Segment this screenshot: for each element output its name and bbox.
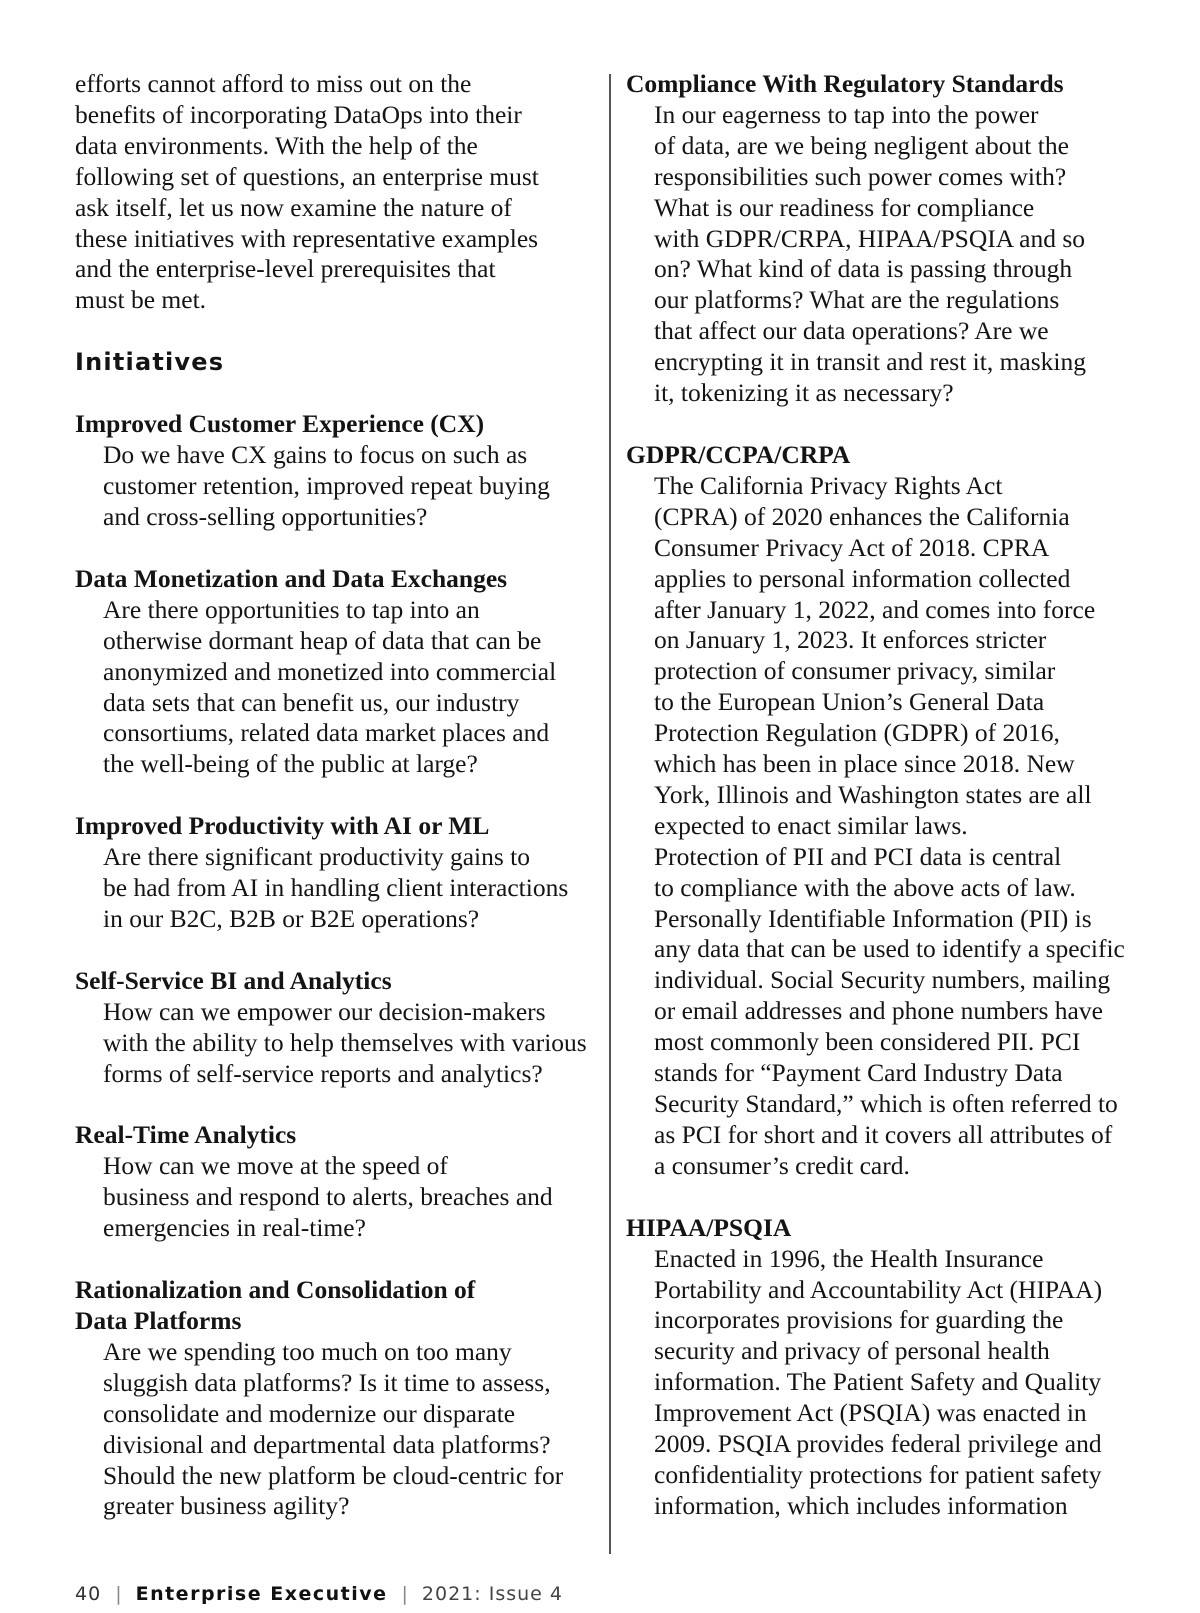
initiative-heading: Self-Service BI and Analytics xyxy=(75,965,392,995)
text-line: these initiatives with representative examples xyxy=(75,223,539,253)
initiative-body: Are we spending too much on too many sluggish data platforms? Is it time to assess, consolidate and modernize our disparate divisional and departmental data platforms? Should the new platform be cloud-centric for greater business agility? xyxy=(103,1336,564,1521)
subsection-body: Protection of PII and PCI data is central to compliance with the above acts of law. Personally Identifiable Information (PII) is any data that can be used to identify a specific individual. Social Security numbers, mailing or email addresses and phone numbers have most commonly been considered PII. PCI stands for “Payment Card Industry Data Security Standard,” which is often referred to as PCI for short and it covers all attributes of a consumer’s credit card. xyxy=(654,841,1125,1180)
footer-separator: | xyxy=(401,1583,408,1605)
page-footer xyxy=(75,1583,563,1605)
subsection-heading: HIPAA/PSQIA xyxy=(626,1212,792,1242)
initiative-heading: Rationalization and Consolidation of Data Platforms xyxy=(75,1275,476,1335)
compliance-section xyxy=(626,69,1146,409)
subsection-body: The California Privacy Rights Act (CPRA) of 2020 enhances the California Consumer Privacy Act of 2018. CPRA applies to personal information collected after January 1, 2022, and comes into force on January 1, 2023. It enforces stricter protection of consumer privacy, similar to the European Union’s General Data Protection Regulation (GDPR) of 2016, which has been in place since 2018. New York, Illinois and Washington states are all expected to enact similar laws. xyxy=(654,470,1096,840)
right-column xyxy=(626,69,1146,1522)
initiative-heading: Real-Time Analytics xyxy=(75,1120,297,1150)
left-column xyxy=(75,69,595,1522)
gdpr-section xyxy=(626,440,1146,1182)
initiative-body: Are there opportunities to tap into an otherwise dormant heap of data that can be anonymized and monetized into commercial data sets that can benefit us, our industry consortiums, related data market places and the well-being of the public at large? xyxy=(103,594,557,779)
text-line: benefits of incorporating DataOps into their xyxy=(75,99,522,129)
subsection-body: Enacted in 1996, the Health Insurance Portability and Accountability Act (HIPAA) incorporates provisions for guarding the security and privacy of personal health information. The Patient Safety and Quality Improvement Act (PSQIA) was enacted in 2009. PSQIA provides federal privilege and confidentiality protections for patient safety information, which includes information xyxy=(654,1243,1103,1520)
initiative-heading: Improved Customer Experience (CX) xyxy=(75,409,485,439)
issue-label: 2021: Issue 4 xyxy=(421,1583,563,1605)
initiative-heading: Improved Productivity with AI or ML xyxy=(75,811,490,841)
column-divider xyxy=(609,74,611,1554)
initiative-self-service-bi xyxy=(75,966,595,1090)
text-line: must be met. xyxy=(75,285,207,315)
footer-separator: | xyxy=(115,1583,122,1605)
initiative-body: How can we move at the speed of business and respond to alerts, breaches and emergencies in real-time? xyxy=(103,1151,553,1243)
subsection-heading: GDPR/CCPA/CRPA xyxy=(626,439,851,469)
subsection-heading: Compliance With Regulatory Standards xyxy=(626,69,1064,98)
initiative-ai-ml xyxy=(75,811,595,935)
initiative-real-time xyxy=(75,1120,595,1244)
initiative-heading: Data Monetization and Data Exchanges xyxy=(75,563,508,593)
section-title: Initiatives xyxy=(75,348,225,377)
page-number: 40 xyxy=(75,1583,102,1605)
text-line: following set of questions, an enterprise must xyxy=(75,161,539,191)
intro-paragraph xyxy=(75,69,595,316)
initiative-data-monetization xyxy=(75,564,595,780)
initiative-rationalization xyxy=(75,1275,595,1522)
initiative-body: Are there significant productivity gains to be had from AI in handling client interactions in our B2C, B2B or B2E operations? xyxy=(103,842,569,933)
text-line: data environments. With the help of the xyxy=(75,130,478,160)
text-line: ask itself, let us now examine the nature of xyxy=(75,192,512,222)
hipaa-section xyxy=(626,1213,1146,1522)
text-line: efforts cannot afford to miss out on the xyxy=(75,69,472,98)
text-line: and the enterprise-level prerequisites that xyxy=(75,254,496,284)
magazine-title: Enterprise Executive xyxy=(135,1583,388,1605)
initiative-body: How can we empower our decision-makers with the ability to help themselves with various forms of self-service reports and analytics? xyxy=(103,996,587,1088)
initiative-body: Do we have CX gains to focus on such as customer retention, improved repeat buying and cross-selling opportunities? xyxy=(103,440,550,531)
initiative-cx xyxy=(75,409,595,533)
subsection-body: In our eagerness to tap into the power of data, are we being negligent about the responsibilities such power comes with? What is our readiness for compliance with GDPR/CRPA, HIPAA/PSQIA and so on? What kind of data is passing through our platforms? What are the regulations that affect our data operations? Are we encrypting it in transit and rest it, masking it, tokenizing it as necessary? xyxy=(654,99,1087,408)
